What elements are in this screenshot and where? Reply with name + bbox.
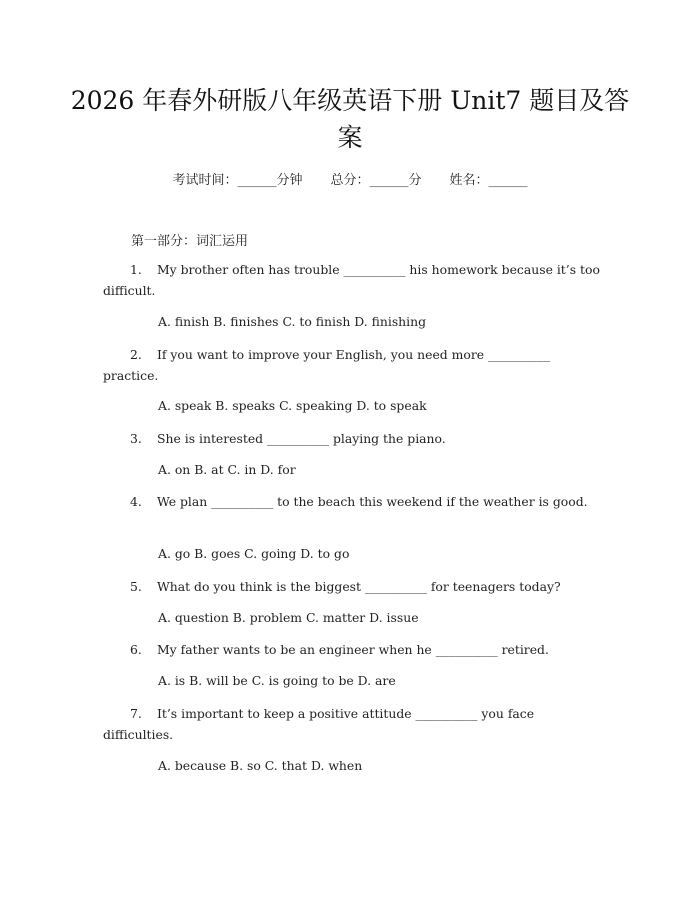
section-heading: 第一部分：词汇运用: [131, 234, 249, 249]
question-5-options: A. question B. problem C. matter D. issue: [158, 610, 419, 625]
question-3-options: A. on B. at C. in D. for: [158, 462, 296, 477]
question-text: It’s important to keep a positive attitude __________ you face difficulties.: [103, 706, 535, 742]
total-score-label: 总分：______分: [330, 173, 422, 188]
document-title: 2026 年春外研版八年级英语下册 Unit7 题目及答案: [70, 86, 630, 152]
question-number: 7.: [130, 706, 142, 721]
question-1-options: A. finish B. finishes C. to finish D. finishing: [158, 314, 427, 329]
question-2-options: A. speak B. speaks C. speaking D. to speak: [158, 398, 427, 413]
question-text: She is interested __________ playing the piano.: [157, 431, 446, 446]
question-number: 4.: [130, 494, 142, 509]
question-number: 3.: [130, 431, 142, 446]
question-2: [103, 344, 603, 386]
question-text: What do you think is the biggest __________ for teenagers today?: [157, 579, 561, 594]
question-number: 2.: [130, 347, 142, 362]
question-4: [103, 491, 603, 512]
question-6-options: A. is B. will be C. is going to be D. are: [158, 673, 396, 688]
exam-info-line: [0, 169, 700, 188]
question-7-options: A. because B. so C. that D. when: [158, 758, 363, 773]
question-number: 1.: [130, 262, 142, 277]
question-text: We plan __________ to the beach this weekend if the weather is good.: [157, 494, 588, 509]
question-3: [103, 428, 603, 449]
question-text: If you want to improve your English, you need more __________ practice.: [103, 347, 551, 383]
question-5: [103, 576, 623, 597]
question-1: [103, 259, 603, 301]
question-number: 5.: [130, 579, 142, 594]
student-name-label: 姓名：______: [449, 173, 528, 188]
question-7: [103, 703, 603, 745]
question-text: My brother often has trouble __________ his homework because it’s too difficult.: [103, 262, 600, 298]
exam-time-label: 考试时间：______分钟: [172, 173, 303, 188]
question-number: 6.: [130, 642, 142, 657]
question-4-options: A. go B. goes C. going D. to go: [158, 546, 350, 561]
question-text: My father wants to be an engineer when he __________ retired.: [157, 642, 549, 657]
question-6: [103, 639, 623, 660]
